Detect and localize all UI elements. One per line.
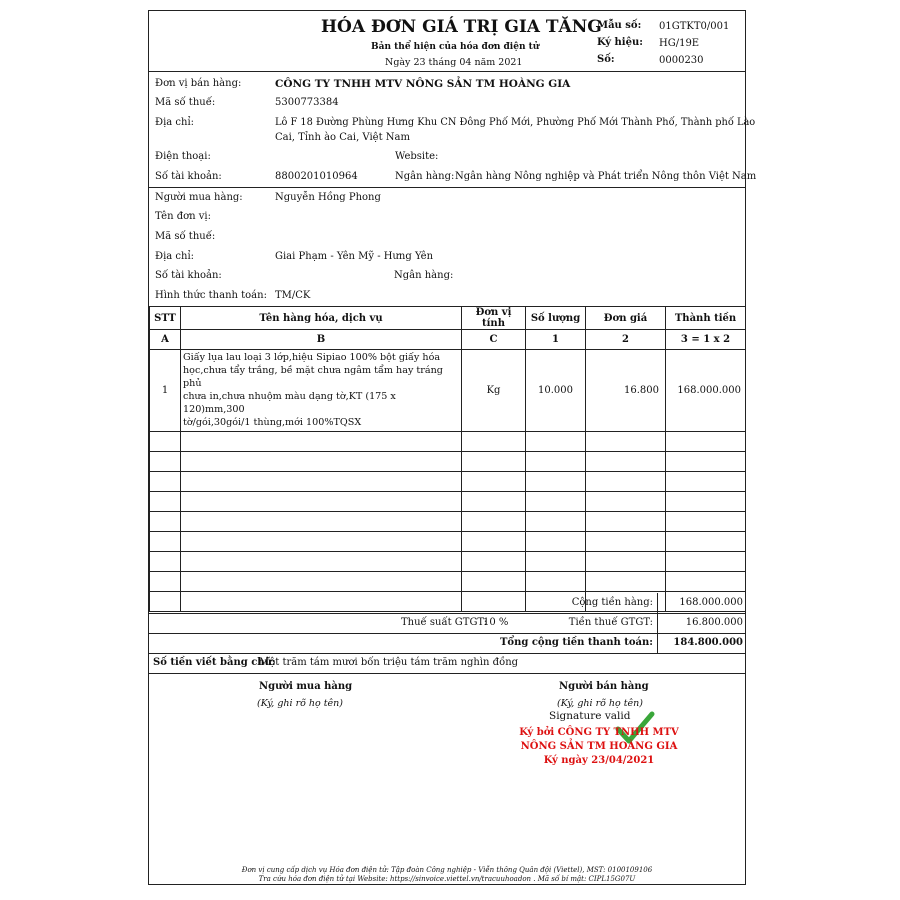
signature-valid-text: Signature valid xyxy=(549,710,631,722)
seller-address-line1: Lô F 18 Đường Phùng Hưng Khu CN Đông Phố Mới, Phường Phố Mới Thành Phố, Thành phố Lào xyxy=(275,117,756,128)
table-row xyxy=(150,572,746,592)
buyer-person: Nguyễn Hồng Phong xyxy=(275,192,381,203)
mau-so-value: 01GTKT0/001 xyxy=(659,21,730,32)
item-desc-line: chưa in,chưa nhuộm màu dạng tờ,KT (175 x 120)mm,300 xyxy=(183,391,396,415)
total-label: Tổng cộng tiền thanh toán: xyxy=(499,637,653,648)
table-row xyxy=(150,432,746,452)
ky-hieu-label: Ký hiệu: xyxy=(597,37,643,48)
so-label: Số: xyxy=(597,54,615,65)
seller-sign-hint: (Ký, ghi rõ họ tên) xyxy=(557,698,644,709)
buyer-tax-label: Mã số thuế: xyxy=(155,231,216,242)
col-amount: Thành tiền xyxy=(666,307,746,330)
buyer-address: Giai Phạm - Yên Mỹ - Hưng Yên xyxy=(275,251,434,262)
signed-date: Ký ngày 23/04/2021 xyxy=(543,755,655,766)
vat-value: 16.800.000 xyxy=(685,617,743,628)
footer-lookup: Tra cứu hóa đơn điện tử tại Website: https://sinvoice.viettel.vn/tracuuhoadon . Mã số bí mật: CIPL15G07U xyxy=(258,875,636,883)
seller-account: 8800201010964 xyxy=(275,171,358,182)
item-desc xyxy=(181,350,462,432)
col-stt: STT xyxy=(150,307,181,330)
table-row xyxy=(150,452,746,472)
buyer-sign-title: Người mua hàng xyxy=(259,681,353,692)
mau-so-label: Mẫu số: xyxy=(597,20,642,31)
code-1: 1 xyxy=(526,330,586,350)
table-row xyxy=(150,472,746,492)
seller-account-label: Số tài khoản: xyxy=(155,171,222,182)
code-a: A xyxy=(150,330,181,350)
code-c: C xyxy=(462,330,526,350)
signed-by-line2: NÔNG SẢN TM HOÀNG GIA xyxy=(520,741,678,752)
col-name: Tên hàng hóa, dịch vụ xyxy=(181,307,462,330)
signed-by-line1: Ký bởi CÔNG TY TNHH MTV xyxy=(519,727,679,738)
seller-address-label: Địa chỉ: xyxy=(155,117,195,128)
seller-bank: Ngân hàng Nông nghiệp và Phát triển Nông thôn Việt Nam xyxy=(455,171,757,182)
buyer-address-label: Địa chỉ: xyxy=(155,251,195,262)
buyer-person-label: Người mua hàng: xyxy=(155,192,243,203)
buyer-payment: TM/CK xyxy=(275,290,311,301)
divider xyxy=(149,187,745,188)
item-qty: 10.000 xyxy=(526,350,586,432)
seller-bank-label: Ngân hàng: xyxy=(395,171,455,182)
buyer-payment-label: Hình thức thanh toán: xyxy=(155,290,267,301)
seller-name-label: Đơn vị bán hàng: xyxy=(155,78,242,89)
table-header-row xyxy=(150,307,746,330)
subtotal-label: Cộng tiền hàng: xyxy=(571,597,653,608)
table-code-row xyxy=(150,330,746,350)
seller-address-line2: Cai, Tỉnh ào Cai, Việt Nam xyxy=(275,132,410,143)
buyer-bank-label: Ngân hàng: xyxy=(394,270,454,281)
amount-words-label: Số tiền viết bằng chữ: xyxy=(153,657,276,668)
buyer-unit-label: Tên đơn vị: xyxy=(155,211,211,222)
seller-tax-label: Mã số thuế: xyxy=(155,97,216,108)
invoice-date: Ngày 23 tháng 04 năm 2021 xyxy=(385,57,523,68)
item-amount: 168.000.000 xyxy=(666,350,746,432)
invoice-subtitle: Bản thể hiện của hóa đơn điện tử xyxy=(371,42,540,52)
total-row xyxy=(149,633,745,653)
buyer-sign-hint: (Ký, ghi rõ họ tên) xyxy=(257,698,344,709)
items-table xyxy=(149,306,746,612)
vat-rate: 10 % xyxy=(483,617,509,628)
table-row xyxy=(150,532,746,552)
seller-website-label: Website: xyxy=(395,151,439,162)
col-unit: Đơn vị tính xyxy=(462,307,526,330)
item-desc-line: học,chưa tẩy trắng, bề mặt chưa ngâm tẩm hay tráng phủ xyxy=(183,365,443,389)
col-price: Đơn giá xyxy=(586,307,666,330)
table-row xyxy=(150,552,746,572)
table-row xyxy=(150,492,746,512)
total-value: 184.800.000 xyxy=(673,637,743,648)
item-price: 16.800 xyxy=(586,350,666,432)
seller-tax: 5300773384 xyxy=(275,97,339,108)
seller-phone-label: Điện thoại: xyxy=(155,151,211,162)
vat-label: Tiền thuế GTGT: xyxy=(568,617,653,628)
item-desc-line: tờ/gói,30gói/1 thùng,mới 100%TQSX xyxy=(183,417,362,428)
footer-provider: Đơn vị cung cấp dịch vụ Hóa đơn điện tử: Tập đoàn Công nghiệp - Viễn thông Quân đội (Viettel), MST: 0100109106 xyxy=(241,866,653,874)
code-3: 3 = 1 x 2 xyxy=(666,330,746,350)
so-value: 0000230 xyxy=(659,55,704,66)
subtotal-value: 168.000.000 xyxy=(679,597,743,608)
table-row xyxy=(150,512,746,532)
item-unit: Kg xyxy=(462,350,526,432)
table-row xyxy=(150,350,746,432)
col-qty: Số lượng xyxy=(526,307,586,330)
divider xyxy=(149,71,745,72)
ky-hieu-value: HG/19E xyxy=(659,38,700,49)
subtotal-row xyxy=(149,593,745,613)
code-2: 2 xyxy=(586,330,666,350)
vat-row xyxy=(149,613,745,633)
buyer-account-label: Số tài khoản: xyxy=(155,270,222,281)
seller-name: CÔNG TY TNHH MTV NÔNG SẢN TM HOÀNG GIA xyxy=(275,78,571,90)
vat-rate-label: Thuế suất GTGT: xyxy=(401,617,488,628)
divider xyxy=(149,673,745,674)
invoice-title: HÓA ĐƠN GIÁ TRỊ GIA TĂNG xyxy=(321,17,602,37)
divider xyxy=(149,653,745,654)
invoice-sheet xyxy=(148,10,757,885)
seller-sign-title: Người bán hàng xyxy=(559,681,649,692)
item-desc-line: Giấy lụa lau loại 3 lớp,hiệu Sipiao 100% bột giấy hóa xyxy=(183,352,441,363)
code-b: B xyxy=(181,330,462,350)
item-stt: 1 xyxy=(150,350,181,432)
amount-words: Một trăm tám mươi bốn triệu tám trăm nghìn đồng xyxy=(259,657,519,668)
